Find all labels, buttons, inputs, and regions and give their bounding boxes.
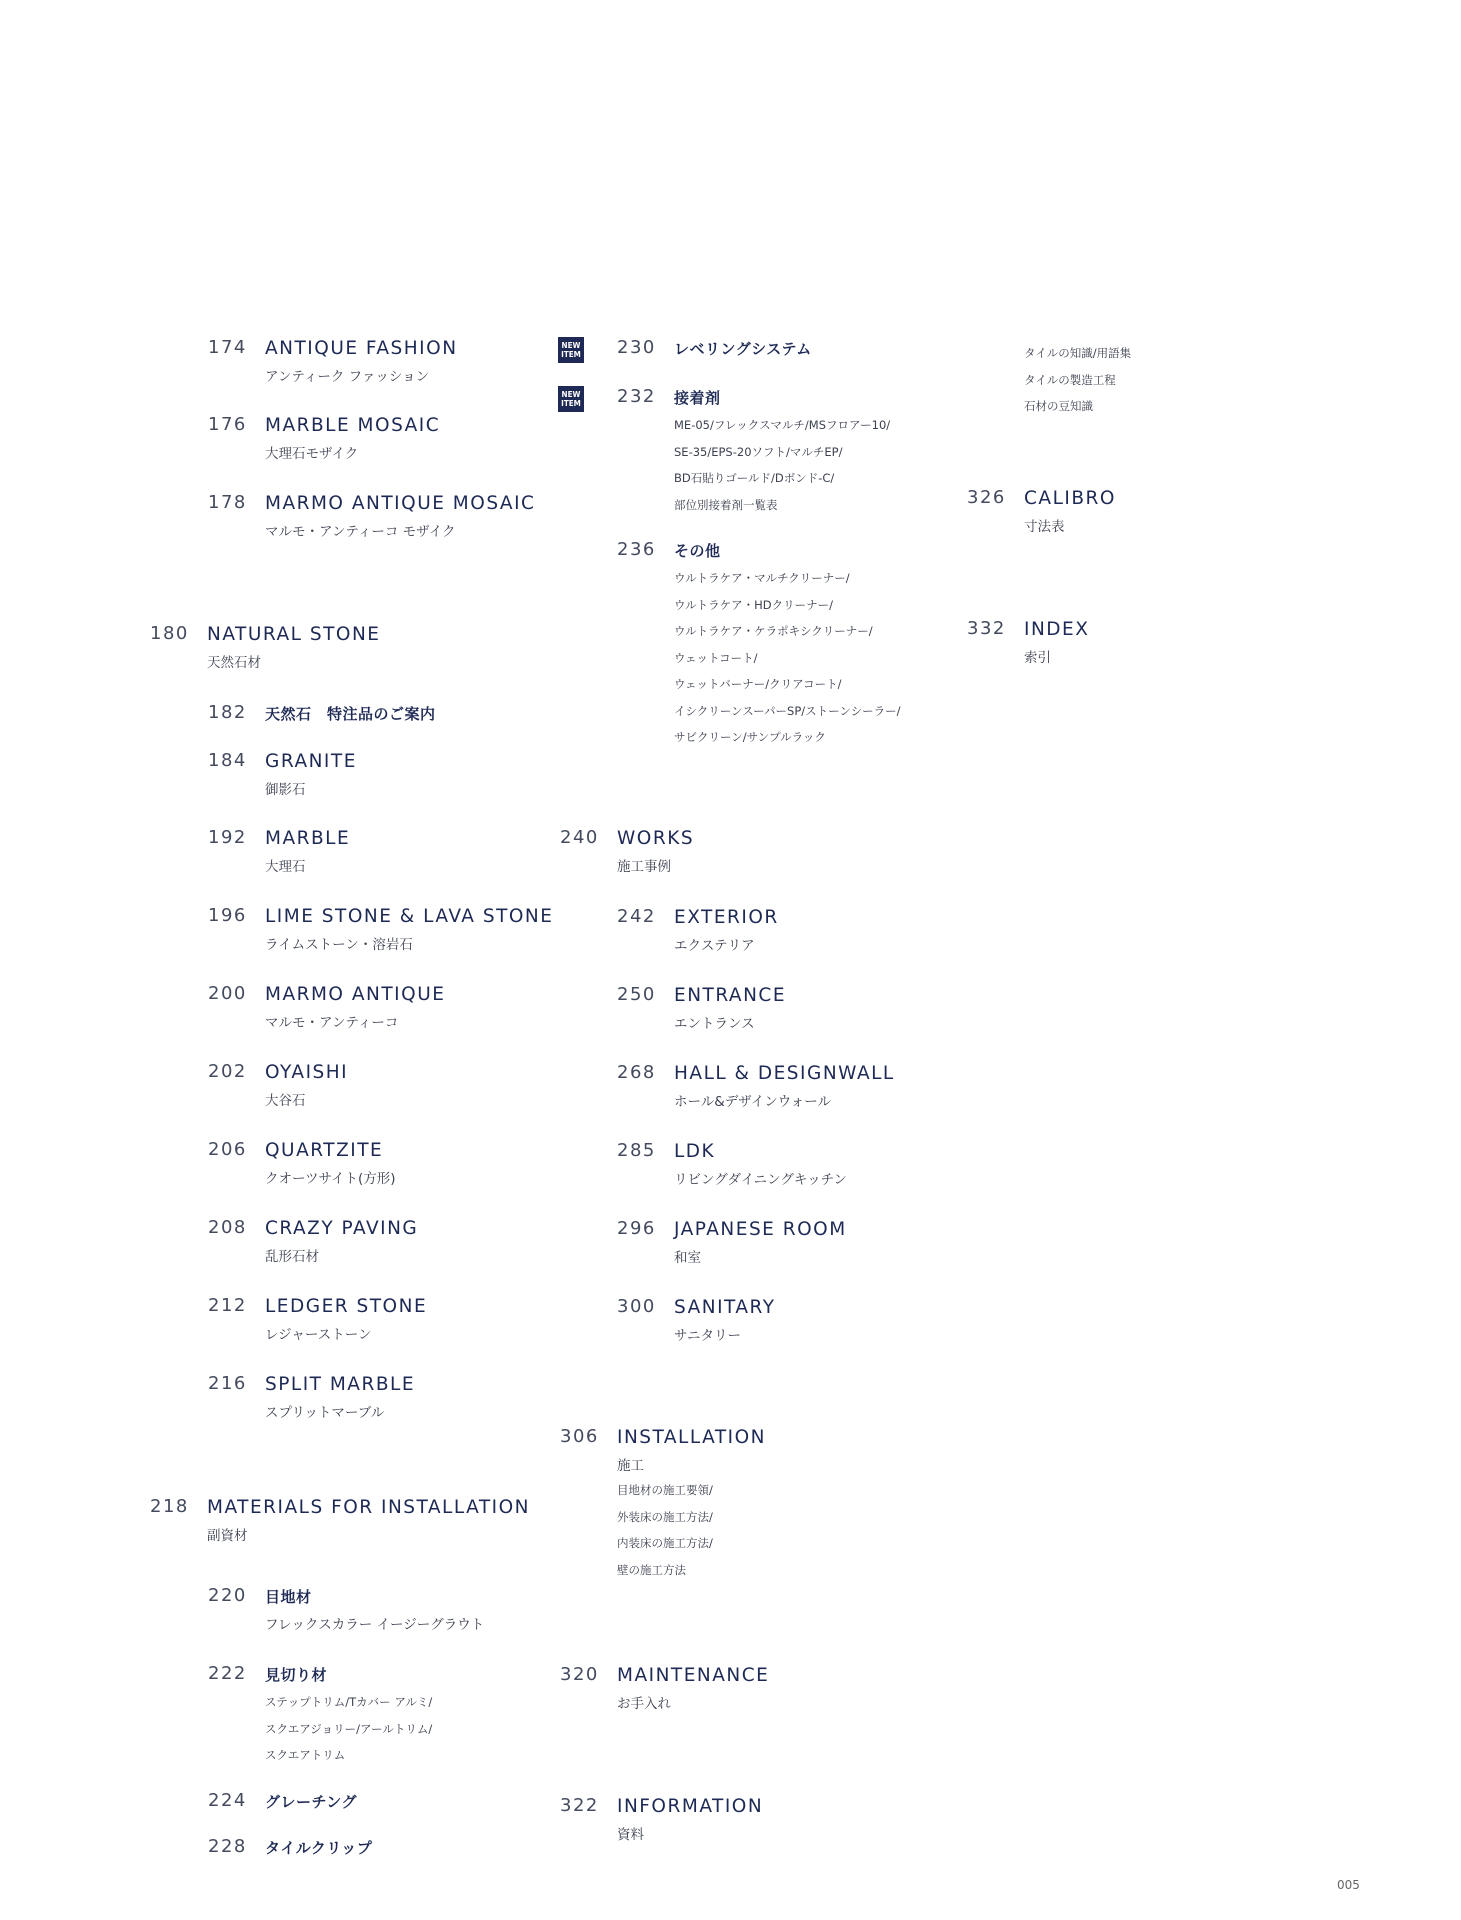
toc-entry[interactable]: [560, 1795, 764, 1844]
entry-title: 天然石 特注品のご案内: [265, 705, 436, 723]
entry-title: LEDGER STONE: [265, 1296, 428, 1317]
entry-subtitle: 資料: [617, 1827, 644, 1843]
entry-title: QUARTZITE: [265, 1140, 384, 1161]
entry-detail-line: 部位別接着剤一覧表: [674, 497, 778, 512]
entry-subtitle: リビングダイニングキッチン: [674, 1172, 847, 1188]
entry-title: MATERIALS FOR INSTALLATION: [207, 1497, 530, 1518]
toc-entry[interactable]: [208, 983, 446, 1032]
entry-detail-line: ME-05/フレックスマルチ/MSフロアー10/: [674, 418, 891, 432]
entry-title: グレーチング: [265, 1793, 357, 1811]
entry-detail-line: ウェットバーナー/クリアコート/: [674, 677, 842, 691]
page-ref-number: 218: [150, 1496, 189, 1517]
new-item-badge: NEW ITEM: [558, 386, 584, 412]
entry-title: ANTIQUE FASHION: [265, 338, 458, 359]
entry-detail-line: 外装床の施工方法/: [617, 1509, 713, 1524]
page-ref-number: 178: [208, 492, 247, 513]
entry-detail-line: 内装床の施工方法/: [617, 1536, 713, 1550]
page-ref-number: 222: [208, 1663, 247, 1684]
entry-detail-line: スクエアジョリー/アールトリム/: [265, 1721, 433, 1736]
page-ref-number: 320: [560, 1664, 599, 1685]
toc-entry[interactable]: [617, 1218, 847, 1267]
entry-subtitle: フレックスカラー イージーグラウト: [265, 1617, 485, 1633]
entry-subtitle: ライムストーン・溶岩石: [265, 937, 413, 953]
toc-entry[interactable]: [560, 1426, 766, 1583]
page-ref-number: 232: [617, 386, 656, 407]
entry-subtitle: 大谷石: [265, 1093, 306, 1109]
entry-detail-line: BD石貼りゴールド/Dボンド-C/: [674, 471, 835, 485]
entry-detail-line: ウルトラケア・ケラポキシクリーナー/: [674, 624, 873, 638]
toc-entry[interactable]: [617, 539, 901, 751]
entry-subtitle: 寸法表: [1024, 519, 1065, 535]
toc-entry[interactable]: [208, 1663, 433, 1769]
entry-title: 接着剤: [674, 389, 721, 407]
page-ref-number: 200: [208, 983, 247, 1004]
entry-detail-line: タイルの知識/用語集: [1024, 346, 1132, 360]
entry-detail-list: [265, 1689, 432, 1769]
entry-detail-line: イシクリーンスーパーSP/ストーンシーラー/: [674, 703, 901, 718]
entry-title: その他: [674, 542, 721, 560]
page-ref-number: 242: [617, 906, 656, 927]
entry-subtitle: 施工: [617, 1458, 644, 1474]
toc-entry[interactable]: [150, 623, 381, 672]
toc-entry[interactable]: [208, 1217, 419, 1266]
entry-subtitle: 副資材: [207, 1528, 248, 1544]
toc-entry[interactable]: [617, 1062, 895, 1111]
entry-detail-line: サビクリーン/サンプルラック: [674, 730, 826, 744]
page-ref-number: 206: [208, 1139, 247, 1160]
entry-title: HALL & DESIGNWALL: [674, 1063, 895, 1084]
toc-entry[interactable]: [208, 492, 536, 541]
entry-title: INDEX: [1024, 619, 1090, 640]
entry-title: MARBLE: [265, 828, 351, 849]
entry-detail-list: [674, 565, 901, 751]
toc-entry[interactable]: [208, 1585, 485, 1634]
page-ref-number: 174: [208, 337, 247, 358]
entry-detail-list: [674, 412, 890, 518]
entry-title: INFORMATION: [617, 1796, 764, 1817]
page-ref-number: 192: [208, 827, 247, 848]
page-ref-number: 236: [617, 539, 656, 560]
toc-entry[interactable]: [208, 337, 458, 386]
entry-subtitle: 索引: [1024, 650, 1051, 666]
page-ref-number: 176: [208, 414, 247, 435]
toc-entry[interactable]: [208, 414, 441, 463]
entry-title: 目地材: [265, 1588, 312, 1606]
page-ref-number: 202: [208, 1061, 247, 1082]
page-ref-number: 230: [617, 337, 656, 358]
entry-detail-line: 石材の豆知識: [1024, 399, 1093, 413]
page-ref-number: 285: [617, 1140, 656, 1161]
entry-subtitle: アンティーク ファッション: [265, 369, 430, 385]
entry-title: タイルクリップ: [265, 1839, 373, 1857]
entry-subtitle: 大理石: [265, 859, 306, 875]
entry-subtitle: レジャーストーン: [265, 1327, 372, 1343]
entry-detail-list: [617, 1477, 766, 1583]
toc-entry[interactable]: [208, 1790, 357, 1814]
entry-subtitle: エントランス: [674, 1016, 755, 1032]
entry-title: レベリングシステム: [674, 340, 812, 358]
entry-title: GRANITE: [265, 751, 357, 772]
page-number: 005: [1337, 1878, 1360, 1892]
entry-title: MARMO ANTIQUE: [265, 984, 446, 1005]
entry-subtitle: マルモ・アンティーコ: [265, 1015, 399, 1031]
page-ref-number: 184: [208, 750, 247, 771]
page-ref-number: 322: [560, 1795, 599, 1816]
toc-entry[interactable]: [561, 337, 812, 361]
entry-subtitle: お手入れ: [617, 1696, 671, 1712]
page-ref-number: 212: [208, 1295, 247, 1316]
toc-entry[interactable]: [967, 487, 1116, 536]
entry-subtitle: サニタリー: [674, 1328, 741, 1344]
entry-detail-line: タイルの製造工程: [1024, 372, 1116, 387]
page-ref-number: 268: [617, 1062, 656, 1083]
entry-subtitle: 大理石モザイク: [265, 446, 359, 462]
toc-entry[interactable]: [561, 386, 891, 518]
entry-title: MARBLE MOSAIC: [265, 415, 441, 436]
page-ref-number: 196: [208, 905, 247, 926]
toc-entry[interactable]: [617, 906, 779, 955]
entry-title: JAPANESE ROOM: [674, 1219, 847, 1240]
toc-entry[interactable]: [967, 618, 1090, 667]
entry-detail-line: SE-35/EPS-20ソフト/マルチEP/: [674, 444, 843, 459]
toc-entry[interactable]: [150, 1496, 530, 1545]
toc-entry[interactable]: [617, 984, 787, 1033]
entry-title: ENTRANCE: [674, 985, 787, 1006]
toc-entry[interactable]: [208, 1061, 349, 1110]
entry-subtitle: 天然石材: [207, 655, 261, 671]
entry-subtitle: マルモ・アンティーコ モザイク: [265, 524, 456, 540]
page-ref-number: 326: [967, 487, 1006, 508]
entry-title: MARMO ANTIQUE MOSAIC: [265, 493, 536, 514]
entry-detail-line: ウルトラケア・マルチクリーナー/: [674, 571, 850, 585]
page-ref-number: 182: [208, 702, 247, 723]
entry-title: LDK: [674, 1141, 716, 1162]
page-ref-number: 306: [560, 1426, 599, 1447]
new-item-badge: NEW ITEM: [558, 337, 584, 363]
page-ref-number: 296: [617, 1218, 656, 1239]
toc-entry[interactable]: [208, 702, 436, 726]
toc-entry[interactable]: [208, 1295, 428, 1344]
entry-detail-line: ステップトリム/Tカバー アルミ/: [265, 1695, 433, 1709]
page-ref-number: 220: [208, 1585, 247, 1606]
entry-subtitle: 乱形石材: [265, 1249, 319, 1265]
toc-entry[interactable]: [617, 1140, 847, 1189]
entry-subtitle: クオーツサイト(方形): [265, 1171, 396, 1187]
toc-entry[interactable]: [208, 1836, 373, 1860]
entry-title: INSTALLATION: [617, 1427, 766, 1448]
entry-subtitle: スプリットマーブル: [265, 1405, 385, 1421]
toc-entry[interactable]: [617, 1296, 776, 1345]
entry-subtitle: 施工事例: [617, 859, 671, 875]
toc-entry[interactable]: [560, 827, 695, 876]
entry-subtitle: エクステリア: [674, 938, 755, 954]
page-ref-number: 180: [150, 623, 189, 644]
page-ref-number: 240: [560, 827, 599, 848]
toc-entry[interactable]: [208, 750, 357, 799]
page-ref-number: 250: [617, 984, 656, 1005]
entry-detail-line: ウェットコート/: [674, 650, 758, 665]
entry-subtitle: ホール&デザインウォール: [674, 1094, 832, 1110]
entry-title: CALIBRO: [1024, 488, 1116, 509]
entry-title: SPLIT MARBLE: [265, 1374, 416, 1395]
toc-entry[interactable]: [208, 1373, 416, 1422]
entry-title: EXTERIOR: [674, 907, 779, 928]
toc-entry[interactable]: [208, 827, 351, 876]
entry-title: CRAZY PAVING: [265, 1218, 419, 1239]
entry-title: LIME STONE & LAVA STONE: [265, 906, 554, 927]
entry-title: WORKS: [617, 828, 695, 849]
entry-detail-line: スクエアトリム: [265, 1748, 346, 1762]
entry-detail-list: [1024, 340, 1131, 420]
toc-entry[interactable]: [208, 905, 554, 954]
entry-subtitle: 御影石: [265, 782, 306, 798]
entry-title: NATURAL STONE: [207, 624, 381, 645]
entry-detail-line: 目地材の施工要領/: [617, 1483, 713, 1497]
page-ref-number: 228: [208, 1836, 247, 1857]
page-ref-number: 224: [208, 1790, 247, 1811]
entry-detail-line: ウルトラケア・HDクリーナー/: [674, 597, 834, 612]
page-ref-number: 216: [208, 1373, 247, 1394]
entry-title: MAINTENANCE: [617, 1665, 770, 1686]
toc-entry[interactable]: [1024, 338, 1131, 420]
entry-title: SANITARY: [674, 1297, 776, 1318]
toc-entry[interactable]: [208, 1139, 396, 1188]
page-ref-number: 332: [967, 618, 1006, 639]
entry-subtitle: 和室: [674, 1250, 701, 1266]
entry-title: 見切り材: [265, 1666, 328, 1684]
page-ref-number: 208: [208, 1217, 247, 1238]
toc-entry[interactable]: [560, 1664, 770, 1713]
page-ref-number: 300: [617, 1296, 656, 1317]
entry-detail-line: 壁の施工方法: [617, 1562, 686, 1577]
entry-title: OYAISHI: [265, 1062, 349, 1083]
